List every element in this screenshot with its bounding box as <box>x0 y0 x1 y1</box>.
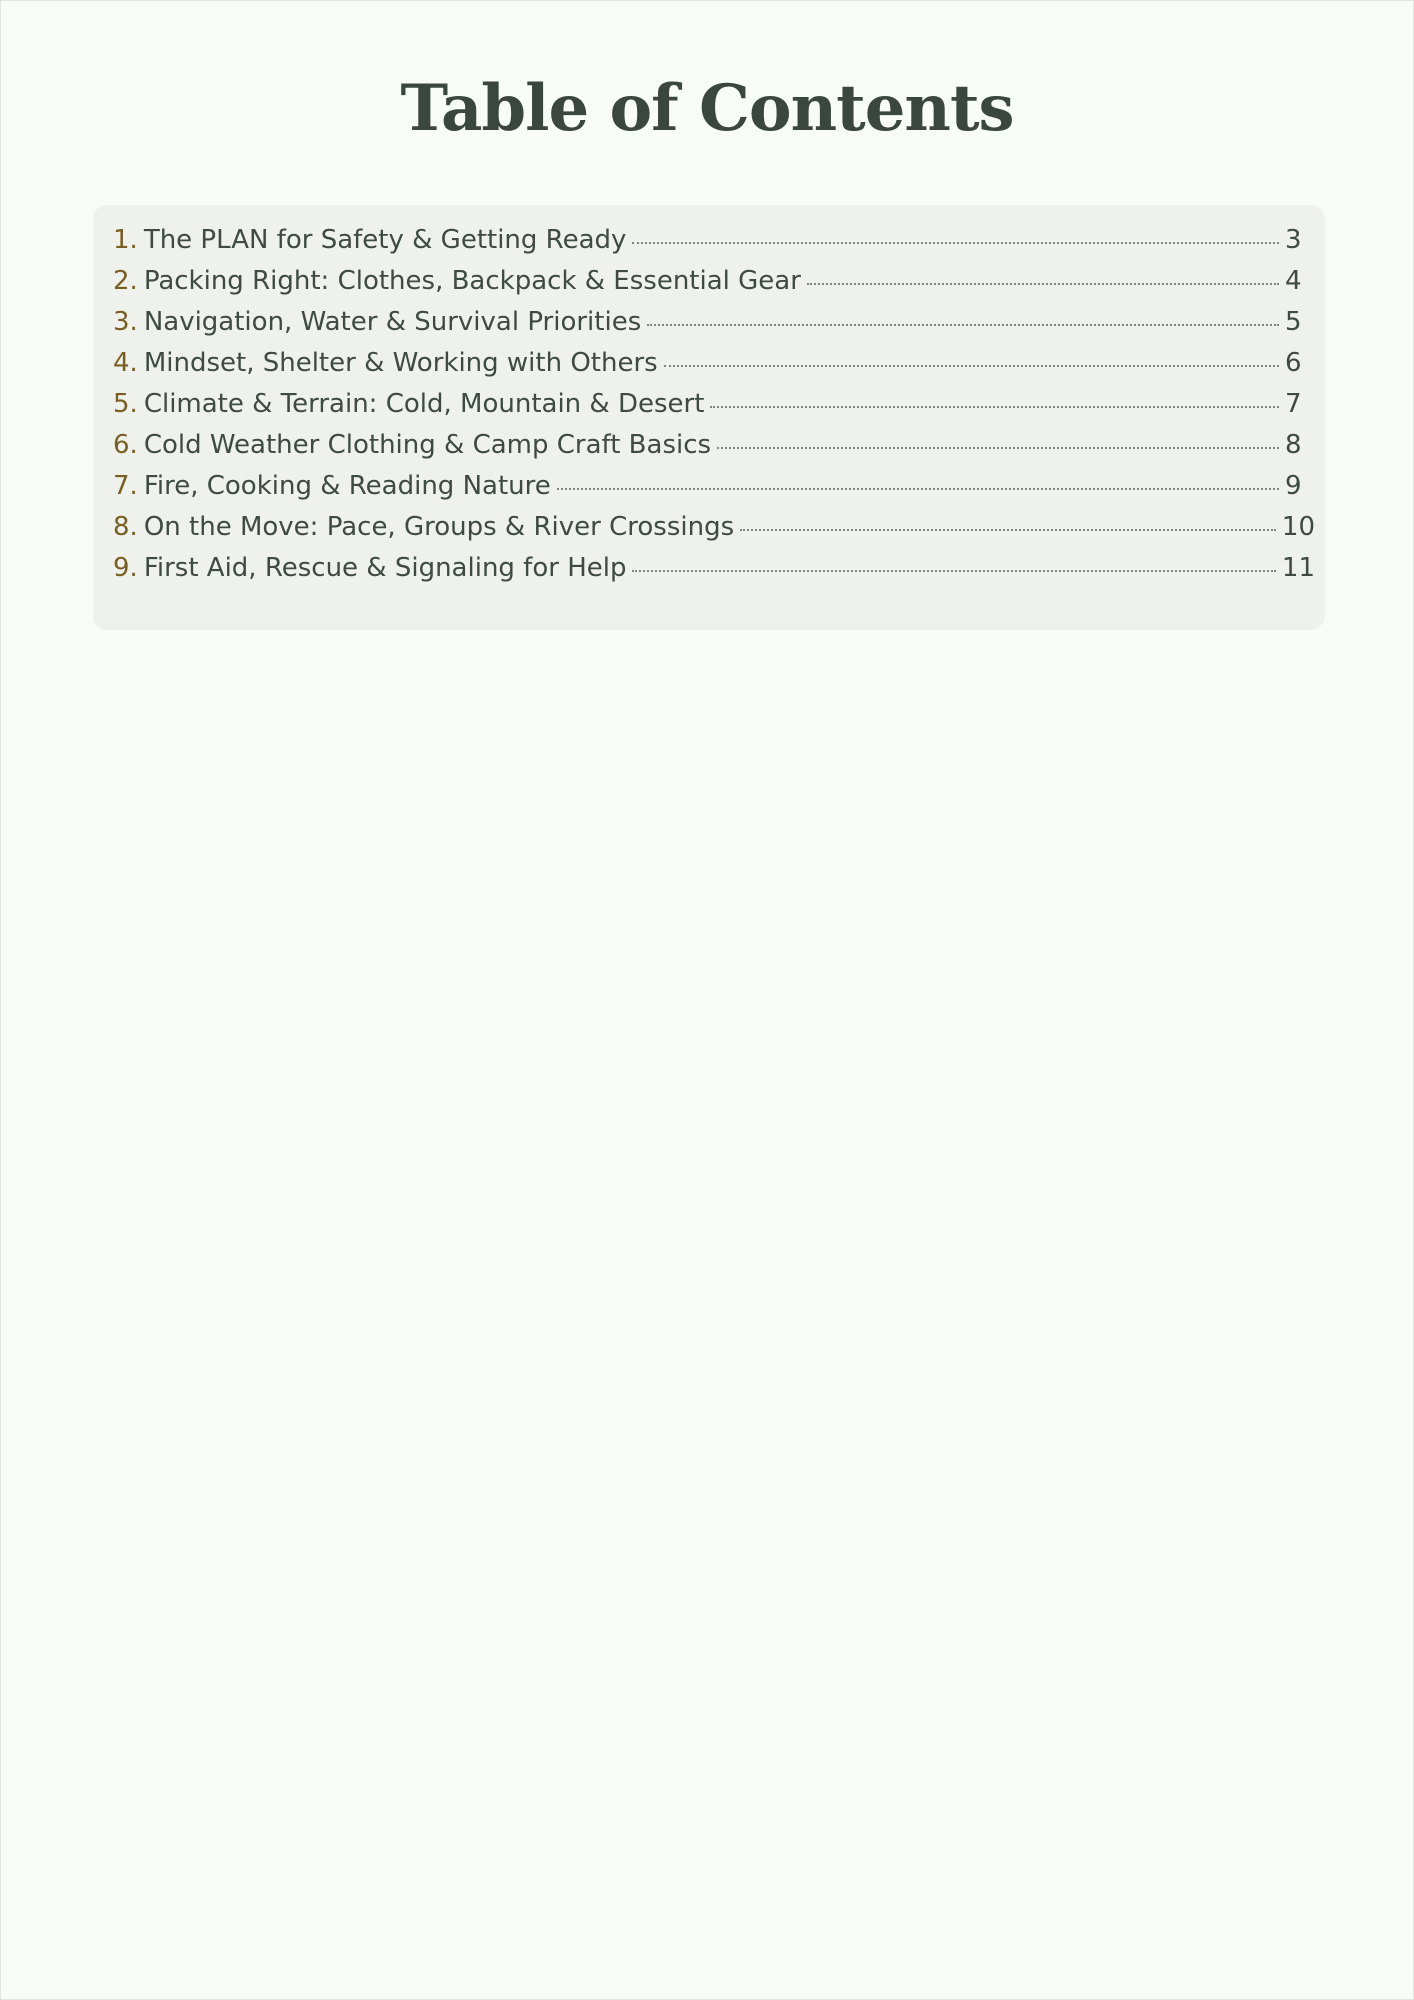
toc-entry-number: 7. <box>113 471 138 501</box>
toc-entry-title: Fire, Cooking & Reading Nature <box>143 471 551 501</box>
toc-entry-title: Mindset, Shelter & Working with Others <box>143 348 658 378</box>
toc-entry-page: 7 <box>1285 389 1302 419</box>
toc-entry-page: 9 <box>1285 471 1302 501</box>
dot-leader <box>647 322 1279 326</box>
toc-entry-number: 8. <box>113 512 138 542</box>
toc-entry[interactable] <box>113 430 1315 471</box>
toc-entry[interactable] <box>113 225 1315 266</box>
toc-entry[interactable] <box>113 389 1315 430</box>
dot-leader <box>807 281 1279 285</box>
toc-entry-number: 3. <box>113 307 138 337</box>
toc-entry[interactable] <box>113 553 1315 594</box>
toc-entry[interactable] <box>113 266 1315 307</box>
toc-entry-title: Packing Right: Clothes, Backpack & Essential Gear <box>143 266 801 296</box>
page-title: Table of Contents <box>400 71 1014 146</box>
toc-panel <box>93 205 1325 630</box>
toc-entry-number: 4. <box>113 348 138 378</box>
toc-entry-page: 6 <box>1285 348 1302 378</box>
toc-entry-page: 11 <box>1281 553 1315 583</box>
toc-entry-number: 6. <box>113 430 138 460</box>
toc-entry-title: On the Move: Pace, Groups & River Crossings <box>143 512 735 542</box>
toc-entry-number: 5. <box>113 389 138 419</box>
toc-entry[interactable] <box>113 512 1315 553</box>
toc-list <box>113 225 1315 594</box>
dot-leader <box>632 568 1275 572</box>
toc-entry-title: The PLAN for Safety & Getting Ready <box>143 225 627 255</box>
dot-leader <box>710 404 1279 408</box>
toc-entry-page: 3 <box>1285 225 1302 255</box>
toc-entry-number: 9. <box>113 553 138 583</box>
dot-leader <box>717 445 1279 449</box>
toc-entry-title: Navigation, Water & Survival Priorities <box>143 307 642 337</box>
dot-leader <box>740 527 1276 531</box>
dot-leader <box>557 486 1279 490</box>
dot-leader <box>632 240 1279 244</box>
toc-entry[interactable] <box>113 471 1315 512</box>
toc-entry-number: 1. <box>113 225 138 255</box>
toc-entry[interactable] <box>113 348 1315 389</box>
toc-entry-number: 2. <box>113 266 138 296</box>
toc-entry[interactable] <box>113 307 1315 348</box>
toc-entry-title: First Aid, Rescue & Signaling for Help <box>143 553 627 583</box>
dot-leader <box>664 363 1279 367</box>
toc-entry-page: 10 <box>1281 512 1315 542</box>
toc-entry-title: Cold Weather Clothing & Camp Craft Basics <box>143 430 712 460</box>
toc-entry-title: Climate & Terrain: Cold, Mountain & Desert <box>143 389 705 419</box>
toc-entry-page: 4 <box>1285 266 1302 296</box>
toc-entry-page: 5 <box>1285 307 1302 337</box>
toc-entry-page: 8 <box>1285 430 1302 460</box>
